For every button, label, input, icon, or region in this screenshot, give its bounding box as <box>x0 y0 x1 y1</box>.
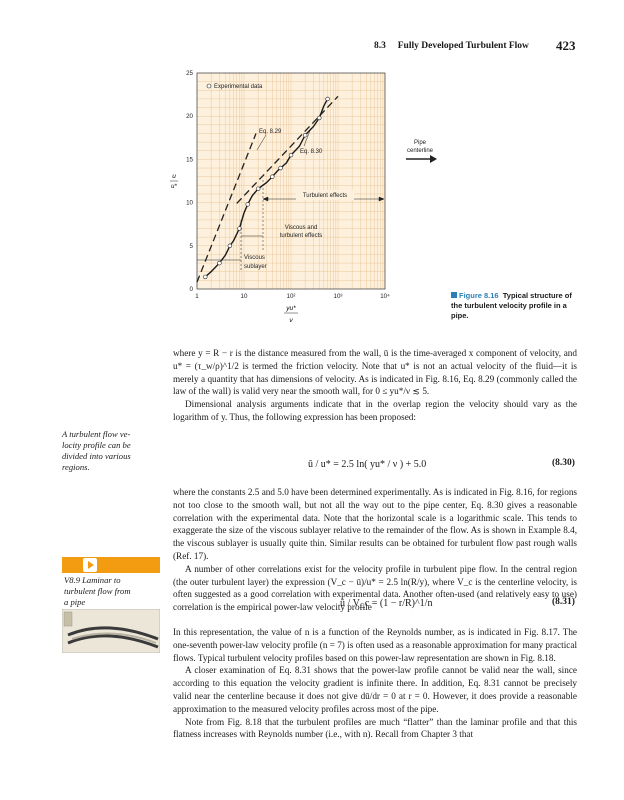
viscous-sublayer-label-line1: Viscous <box>244 255 265 261</box>
margin-note-line: regions. <box>62 462 90 472</box>
paragraph-3: where the constants 2.5 and 5.0 have been determined experimentally. As is indicated in Fig. 8.16, for regions not too close to the smooth wall, but not all the way out to the pipe center, Eq. 8.30 gives a reasonable correlation with the experimental data. Note that the horizontal scale is a logarithmic scale. This tends to exaggerate the size of the viscous sublayer relative to the remainder of the flow. As is shown in Example 8.4, the viscous sublayer is usually quite thin. Similar results can be obtained for turbulent flow past rough walls (Ref. 17). <box>173 487 577 561</box>
margin-note-line: A turbulent flow ve- <box>62 429 131 439</box>
margin-note-line: locity profile can be <box>62 440 131 450</box>
y-axis-label-numerator: u <box>172 173 176 180</box>
running-header <box>374 41 529 51</box>
data-point <box>326 97 330 101</box>
y-axis-label-denominator: u* <box>171 184 177 190</box>
play-icon <box>83 558 97 572</box>
y-tick-label: 5 <box>189 242 193 250</box>
turbulent-effects-label: Turbulent effects <box>302 193 348 199</box>
viscous-turbulent-label-line1: Viscous and <box>284 225 318 231</box>
text-block-1 <box>173 347 577 424</box>
data-point <box>279 166 283 170</box>
x-axis-label-numerator: yu* <box>286 305 296 312</box>
figure-caption <box>451 291 581 321</box>
y-tick-label: 0 <box>189 286 193 293</box>
paragraph-6: A closer examination of Eq. 8.31 shows that the power-law profile cannot be valid near the wall, since according to this equation the velocity gradient is infinite there. In addition, Eq. 8.31 cannot be precisely valid near the centerline because it does not give dū/dr = 0 at r = 0. However, it does provide a reasonable approximation to the measured velocity profiles across most of the pipe. <box>173 665 577 714</box>
video-bar[interactable] <box>62 557 160 573</box>
pipe-centerline-arrowhead <box>430 155 437 163</box>
x-tick-label: 10³ <box>333 293 343 300</box>
page-number: 423 <box>556 38 576 53</box>
equation-8-31-number: (8.31) <box>552 597 575 607</box>
margin-note-line: a pipe <box>64 597 86 607</box>
y-tick-label: 25 <box>186 70 193 77</box>
margin-note-turbulent-regions <box>62 429 162 473</box>
y-tick-label: 20 <box>186 113 193 121</box>
data-point <box>246 202 250 206</box>
data-point <box>289 153 293 157</box>
paragraph-1: where y = R − r is the distance measured from the wall, ū is the time-averaged x component of velocity, and u* = (τ_w/ρ)^1/2 is termed the friction velocity. Note that u* is not an actual velocity of the fluid—it is merely a quantity that has dimensions of velocity. As is indicated in Fig. 8.16, Eq. 8.29 (commonly called the law of the wall) is valid very near the smooth wall, for 0 ≤ yu*/ν ≲ 5. <box>173 348 577 397</box>
data-point <box>218 261 222 265</box>
data-point <box>270 175 274 179</box>
text-block-3 <box>173 626 577 741</box>
data-point <box>317 116 321 120</box>
eq-8-29-label: Eq. 8.29 <box>259 129 282 135</box>
margin-note-line: turbulent flow from <box>64 586 131 596</box>
equation-8-30-number: (8.30) <box>552 458 575 468</box>
x-axis-label-denominator: ν <box>289 317 293 324</box>
figure-caption-text: Typical structure of the turbulent velocity profile in a pipe. <box>451 291 572 320</box>
viscous-sublayer-label-line2: sublayer <box>244 264 267 270</box>
equation-8-31: ū / V_c = (1 − r/R)^1/n <box>340 598 433 609</box>
y-tick-label: 10 <box>186 199 193 207</box>
data-point <box>203 275 207 279</box>
pipe-label-line2: centerline <box>406 148 434 154</box>
eq-8-30-label: Eq. 8.30 <box>300 149 323 155</box>
data-point <box>228 244 232 248</box>
pipe-label-line1: Pipe <box>413 140 427 146</box>
figure-number: Figure 8.16 <box>459 291 499 300</box>
equation-8-30: ū / u* = 2.5 ln( yu* / ν ) + 5.0 <box>308 459 427 470</box>
paragraph-2: Dimensional analysis arguments indicate that in the overlap region the velocity should vary as the logarithm of y. Thus, the following expression has been proposed: <box>173 399 577 422</box>
data-point <box>256 187 260 191</box>
section-number: 8.3 <box>374 41 386 51</box>
paragraph-4: A number of other correlations exist for the velocity profile in turbulent pipe flow. In the central region (the outer turbulent layer) the expression (V_c − ū)/u* = 2.5 ln(R/y), where V_c is the centerline velocity, is often suggested as a good correlation with experimental data. Another often-used (and relatively easy to use) correlation is the empirical power-law velocity profile <box>173 563 577 613</box>
y-tick-label: 15 <box>186 156 193 164</box>
legend-marker <box>207 84 211 88</box>
paragraph-5: In this representation, the value of n is a function of the Reynolds number, as is indicated in Fig. 8.17. The one-seventh power-law velocity profile (n = 7) is often used as a reasonable approximation for many practical flows. Typical turbulent velocity profiles based on this power-law representation are shown in Fig. 8.18. <box>173 627 577 663</box>
text-block-2 <box>173 486 577 614</box>
x-tick-label: 10⁴ <box>380 293 390 300</box>
caption-square-icon <box>451 292 457 298</box>
legend-label: Experimental data <box>214 84 263 90</box>
margin-note-line: divided into various <box>62 451 131 461</box>
margin-note-video <box>64 575 162 608</box>
play-button[interactable] <box>83 558 97 572</box>
viscous-turbulent-label-line2: turbulent effects <box>279 233 323 239</box>
x-tick-label: 10² <box>286 293 296 300</box>
margin-note-line: V8.9 Laminar to <box>64 575 121 585</box>
x-tick-label: 1 <box>195 293 199 300</box>
x-tick-label: 10 <box>240 293 248 300</box>
data-point <box>303 133 307 137</box>
video-thumbnail[interactable] <box>62 609 160 653</box>
section-title: Fully Developed Turbulent Flow <box>397 41 529 51</box>
paragraph-7: Note from Fig. 8.18 that the turbulent profiles are much “flatter” than the laminar profile and that this flatness increases with Reynolds number (i.e., with n). Recall from Chapter 3 that <box>173 716 577 740</box>
